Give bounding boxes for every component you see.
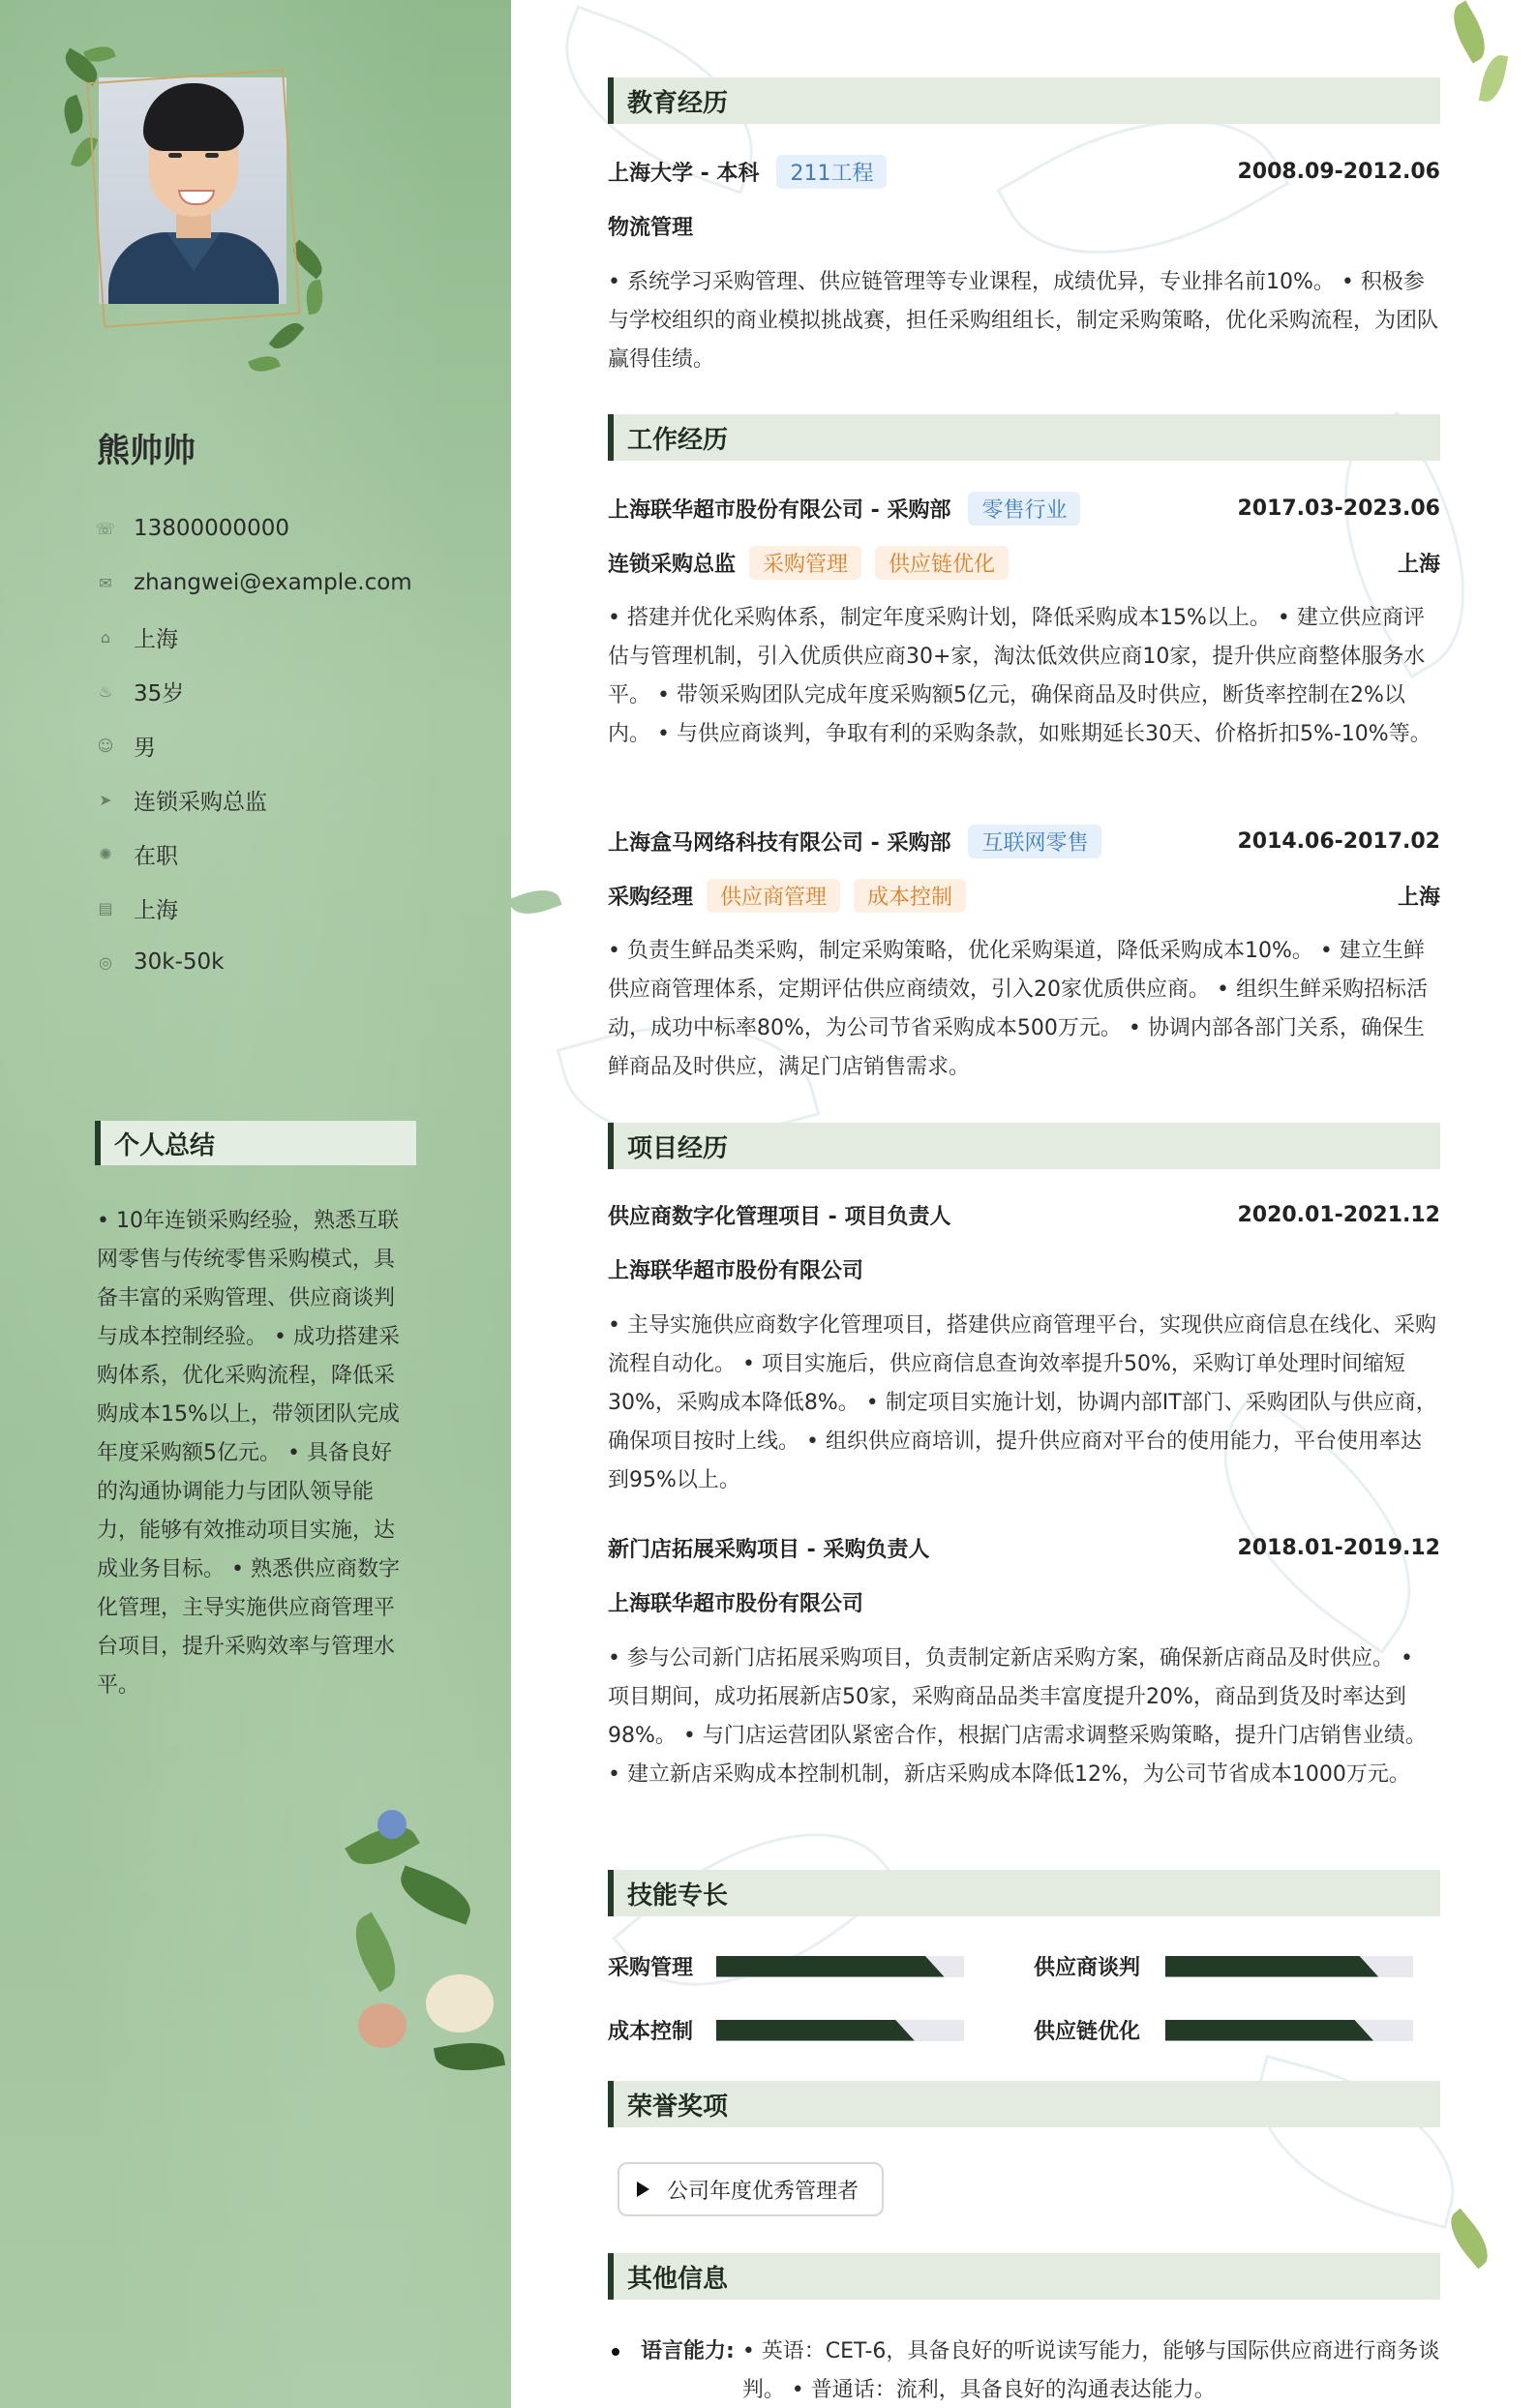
- education-desc: • 系统学习采购管理、供应链管理等专业课程，成绩优异，专业排名前10%。 • 积极参与学校组织的商业模拟挑战赛，担任采购组组长，制定采购策略，优化采购流程，为团队赢得佳绩。: [608, 270, 1439, 372]
- other-value: • 英语：CET-6，具备良好的听说读写能力，能够与国际供应商进行商务谈判。 • 普通话：流利，具备良好的沟通表达能力。: [741, 2339, 1440, 2402]
- phone-icon: ☏: [95, 519, 115, 538]
- skill-name: 供应链优化: [1034, 2020, 1141, 2044]
- info-status: [95, 827, 412, 881]
- candidate-name: 熊帅帅: [97, 432, 196, 470]
- honor-item: [618, 2162, 884, 2216]
- building-icon: ▤: [98, 898, 113, 918]
- coin-icon: ◎: [99, 952, 112, 972]
- school-name: 上海大学 - 本科: [608, 162, 760, 186]
- project-name: 供应商数字化管理项目 - 项目负责人: [608, 1205, 951, 1229]
- info-phone: [95, 501, 412, 556]
- info-gender: [95, 718, 412, 772]
- project-date: 2020.01-2021.12: [1237, 1203, 1440, 1227]
- skill-tag: 供应商管理: [707, 879, 840, 913]
- mail-icon: ✉: [99, 573, 112, 592]
- other-key: 语言能力:: [641, 2339, 735, 2363]
- skill-name: 供应商谈判: [1034, 1956, 1141, 1980]
- info-position: [95, 772, 412, 827]
- work-date: 2017.03-2023.06: [1237, 497, 1440, 521]
- info-target-city: [95, 881, 412, 935]
- skill-bar: [716, 1956, 964, 1977]
- skill-item: [608, 1951, 964, 1981]
- skill-item: [1034, 1951, 1413, 1981]
- skill-bar: [716, 2020, 964, 2041]
- honor-text: 公司年度优秀管理者: [667, 2179, 859, 2204]
- work-city: 上海: [1397, 553, 1440, 577]
- summary-text: • 10年连锁采购经验，熟悉互联网零售与传统零售采购模式，具备丰富的采购管理、供应商谈判与成本控制经验。 • 成功搭建采购体系，优化采购流程，降低采购成本15%以上，带领团队完成年度采购额5亿元。 • 具备良好的沟通协调能力与团队领导能力，能够有效推动项目实施，达成业务目标。 • 熟悉供应商数字化管理，主导实施供应商管理平台项目，提升采购效率与管理水平。: [97, 1209, 400, 1698]
- project-name: 新门店拓展采购项目 - 采购负责人: [608, 1538, 930, 1562]
- work-desc: • 负责生鲜品类采购，制定采购策略，优化采购渠道，降低采购成本10%。 • 建立生鲜供应商管理体系，定期评估供应商绩效，引入20家优质供应商。 • 组织生鲜采购招标活动，成功中标率80%，为公司节省采购成本500万元。 • 协调内部各部门关系，确保生鲜商品及时供应，满足门店销售需求。: [608, 939, 1428, 1079]
- work-role-row: [608, 879, 1440, 913]
- skill-tag: 采购管理: [749, 546, 861, 580]
- send-icon: ➤: [99, 790, 112, 809]
- skill-bar-fill: [716, 1956, 945, 1977]
- project-header: [608, 1200, 1440, 1230]
- home-icon: ⌂: [100, 627, 111, 647]
- salary-text: 30k-50k: [134, 949, 225, 975]
- play-icon: [637, 2182, 649, 2197]
- info-location: [95, 610, 412, 664]
- flower-decoration: [339, 1800, 511, 2110]
- summary-title: 个人总结: [95, 1121, 416, 1165]
- info-email: [95, 556, 412, 610]
- skill-name: 成本控制: [608, 2020, 694, 2044]
- skills-title: 技能专长: [608, 1870, 1440, 1916]
- bullet-icon: [612, 2348, 619, 2356]
- other-title: 其他信息: [608, 2253, 1440, 2300]
- skill-tag: 成本控制: [854, 879, 966, 913]
- role-name: 采购经理: [608, 886, 694, 910]
- sidebar: [0, 0, 511, 2408]
- project-company: 上海联华超市股份有限公司: [608, 1592, 864, 1616]
- info-salary: [95, 935, 412, 989]
- avatar-wreath: [56, 37, 337, 376]
- skill-item: [1034, 2015, 1413, 2045]
- gold-frame: [86, 69, 300, 328]
- status-icon: ✺: [99, 844, 112, 863]
- work-date: 2014.06-2017.02: [1237, 829, 1440, 854]
- skill-bar: [1165, 1956, 1413, 1977]
- education-title: 教育经历: [608, 77, 1440, 124]
- location-text: 上海: [134, 626, 178, 652]
- skill-name: 采购管理: [608, 1956, 694, 1980]
- status-text: 在职: [134, 843, 178, 869]
- industry-tag: 互联网零售: [968, 825, 1101, 858]
- cake-icon: ♨: [98, 681, 113, 701]
- honors-title: 荣誉奖项: [608, 2081, 1440, 2127]
- industry-tag: 零售行业: [968, 492, 1080, 526]
- work-role-row: [608, 546, 1440, 580]
- education-major-row: [608, 211, 1440, 241]
- project-desc: • 主导实施供应商数字化管理项目，搭建供应商管理平台，实现供应商信息在线化、采购流程自动化。 • 项目实施后，供应商信息查询效率提升50%，采购订单处理时间缩短30%，采购成本降低8%。 • 制定项目实施计划，协调内部IT部门、采购团队与供应商，确保项目按时上线。 • 组织供应商培训，提升供应商对平台的使用能力，平台使用率达到95%以上。: [608, 1313, 1437, 1492]
- work-item-header: [608, 825, 1440, 858]
- project-desc: • 参与公司新门店拓展采购项目，负责制定新店采购方案，确保新店商品及时供应。 • 项目期间，成功拓展新店50家，采购商品品类丰富度提升20%，商品到货及时率达到98%。 • 与门店运营团队紧密合作，根据门店需求调整采购策略，提升门店销售业绩。 • 建立新店采购成本控制机制，新店采购成本降低12%，为公司节省成本1000万元。: [608, 1646, 1427, 1787]
- work-desc: • 搭建并优化采购体系，制定年度采购计划，降低采购成本15%以上。 • 建立供应商评估与管理机制，引入优质供应商30+家，淘汰低效供应商10家，提升供应商整体服务水平。 • 带领采购团队完成年度采购额5亿元，确保商品及时供应，断货率控制在2%以内。 • 与供应商谈判，争取有利的采购条款，如账期延长30天、价格折扣5%-10%等。: [608, 606, 1432, 746]
- gender-text: 男: [134, 735, 156, 761]
- work-city: 上海: [1397, 886, 1440, 910]
- project-date: 2018.01-2019.12: [1237, 1536, 1440, 1560]
- company-name: 上海联华超市股份有限公司 - 采购部: [608, 498, 951, 523]
- phone-text: 13800000000: [134, 516, 289, 541]
- education-date: 2008.09-2012.06: [1237, 160, 1440, 184]
- info-age: [95, 664, 412, 718]
- project-company: 上海联华超市股份有限公司: [608, 1259, 864, 1283]
- work-title: 工作经历: [608, 414, 1440, 461]
- contact-info: [95, 501, 412, 989]
- face-icon: ☺: [97, 736, 114, 755]
- project-header: [608, 1533, 1440, 1563]
- school-tag: 211工程: [776, 155, 887, 189]
- skill-bar: [1165, 2020, 1413, 2041]
- company-name: 上海盒马网络科技有限公司 - 采购部: [608, 831, 951, 856]
- project-company-row: [608, 1254, 1440, 1284]
- main-content: [511, 0, 1537, 2408]
- skill-bar-fill: [716, 2020, 915, 2041]
- education-header: [608, 155, 1440, 189]
- other-item: [608, 2333, 1440, 2408]
- major-name: 物流管理: [608, 216, 694, 240]
- work-item-header: [608, 492, 1440, 526]
- skill-bar-fill: [1165, 1956, 1378, 1977]
- skill-item: [608, 2015, 964, 2045]
- position-text: 连锁采购总监: [134, 789, 267, 815]
- skill-tag: 供应链优化: [875, 546, 1009, 580]
- skill-bar-fill: [1165, 2020, 1373, 2041]
- projects-title: 项目经历: [608, 1123, 1440, 1169]
- target-city-text: 上海: [134, 897, 178, 923]
- role-name: 连锁采购总监: [608, 553, 737, 577]
- project-company-row: [608, 1587, 1440, 1617]
- age-text: 35岁: [134, 680, 185, 707]
- email-text: zhangwei@example.com: [134, 570, 412, 595]
